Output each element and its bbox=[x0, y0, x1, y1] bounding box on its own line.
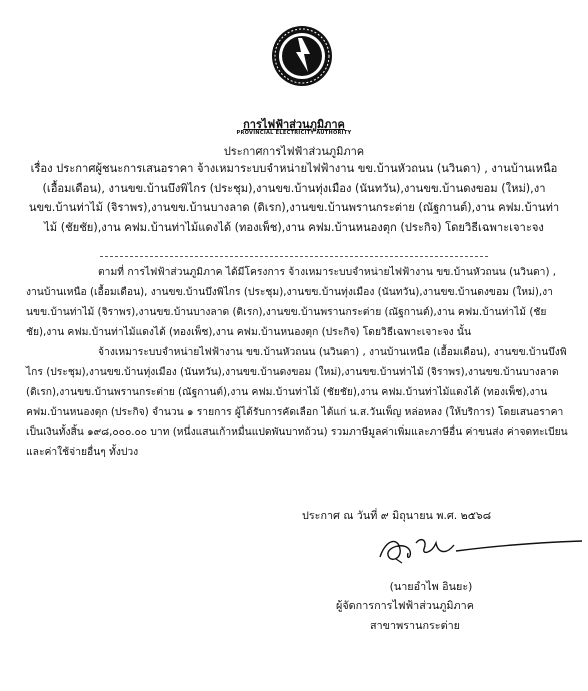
announcement-body bbox=[26, 262, 572, 462]
announcement-date: ประกาศ ณ วันที่ ๙ มิถุนายน พ.ศ. ๒๕๖๘ bbox=[302, 509, 492, 522]
pea-emblem-icon bbox=[270, 24, 334, 88]
signer-position: ผู้จัดการการไฟฟ้าส่วนภูมิภาค bbox=[336, 599, 474, 612]
divider bbox=[100, 256, 488, 257]
handwritten-signature-icon bbox=[376, 533, 586, 567]
org-name-english: PROVINCIAL ELECTRICITY AUTHORITY bbox=[236, 130, 352, 136]
subject-line: เรื่อง ประกาศผู้ชนะการเสนอราคา จ้างเหมาระบบจำหน่ายไฟฟ้างาน ขข.บ้านหัวถนน (นวินดา) , งานบ้านเหนือ (เอื้อมเดือน), งานขข.บ้านบึงพิไกร (ประชุม),งานขข.บ้านทุ่งเมือง (นันทวัน),งานขข.บ้านดงขอม (ใหม่),งานขข.บ้านท่าไม้ (จิราพร),งานขข.บ้านบางลาด (ดิเรก),งานขข.บ้านพรานกระต่าย (ณัฐกานต์),งาน คฟม.บ้านท่าไม้ (ชัยชัย),งาน คฟม.บ้านท่าไม้แดงได้ (ทองเพ็ช),งาน คฟม.บ้านหนองตุก (ประกิจ) โดยวิธีเฉพาะเจาะจง bbox=[28, 162, 560, 234]
body-paragraph-1 bbox=[26, 262, 572, 342]
signer-name: (นายอำไพ อินยะ) bbox=[389, 580, 473, 593]
paragraph-1-text: ตามที่ การไฟฟ้าส่วนภูมิภาค ได้มีโครงการ จ้างเหมาระบบจำหน่ายไฟฟ้างาน ขข.บ้านหัวถนน (นวินดา) , งานบ้านเหนือ (เอื้อมเดือน), งานขข.บ้านบึงพิไกร (ประชุม),งานขข.บ้านทุ่งเมือง (นันทวัน),งานขข.บ้านดงขอม (ใหม่),งานขข.บ้านท่าไม้ (จิราพร),งานขข.บ้านบางลาด (ดิเรก),งานขข.บ้านพรานกระต่าย (ณัฐกานต์),งาน คฟม.บ้านท่าไม้ (ชัยชัย),งาน คฟม.บ้านท่าไม้แดงได้ (ทองเพ็ช),งาน คฟม.บ้านหนองตุก (ประกิจ) โดยวิธีเฉพาะเจาะจง นั้น bbox=[26, 266, 557, 338]
signer-branch: สาขาพรานกระต่าย bbox=[370, 619, 460, 632]
announcement-title: ประกาศการไฟฟ้าส่วนภูมิภาค bbox=[223, 145, 365, 158]
body-paragraph-2 bbox=[26, 342, 572, 462]
paragraph-2-text: จ้างเหมาระบบจำหน่ายไฟฟ้างาน ขข.บ้านหัวถนน (นวินดา) , งานบ้านเหนือ (เอื้อมเดือน), งานขข.บ้านบึงพิไกร (ประชุม),งานขข.บ้านทุ่งเมือง (นันทวัน),งานขข.บ้านดงขอม (ใหม่),งานขข.บ้านท่าไม้ (จิราพร),งานขข.บ้านบางลาด (ดิเรก),งานขข.บ้านพรานกระต่าย (ณัฐกานต์),งาน คฟม.บ้านท่าไม้ (ชัยชัย),งาน คฟม.บ้านท่าไม้แดงได้ (ทองเพ็ช),งาน คฟม.บ้านหนองตุก (ประกิจ) จำนวน ๑ รายการ ผู้ได้รับการคัดเลือก ได้แก่ น.ส.วันเพ็ญ หล่อหลง (ให้บริการ) โดยเสนอราคา เป็นเงินทั้งสิ้น ๑๙๘,๐๐๐.๐๐ บาท (หนึ่งแสนเก้าหมื่นแปดพันบาทถ้วน) รวมภาษีมูลค่าเพิ่มและภาษีอื่น ค่าขนส่ง ค่าจดทะเบียน และค่าใช้จ่ายอื่นๆ ทั้งปวง bbox=[26, 346, 568, 458]
org-name-thai: การไฟฟ้าส่วนภูมิภาค bbox=[243, 118, 345, 131]
